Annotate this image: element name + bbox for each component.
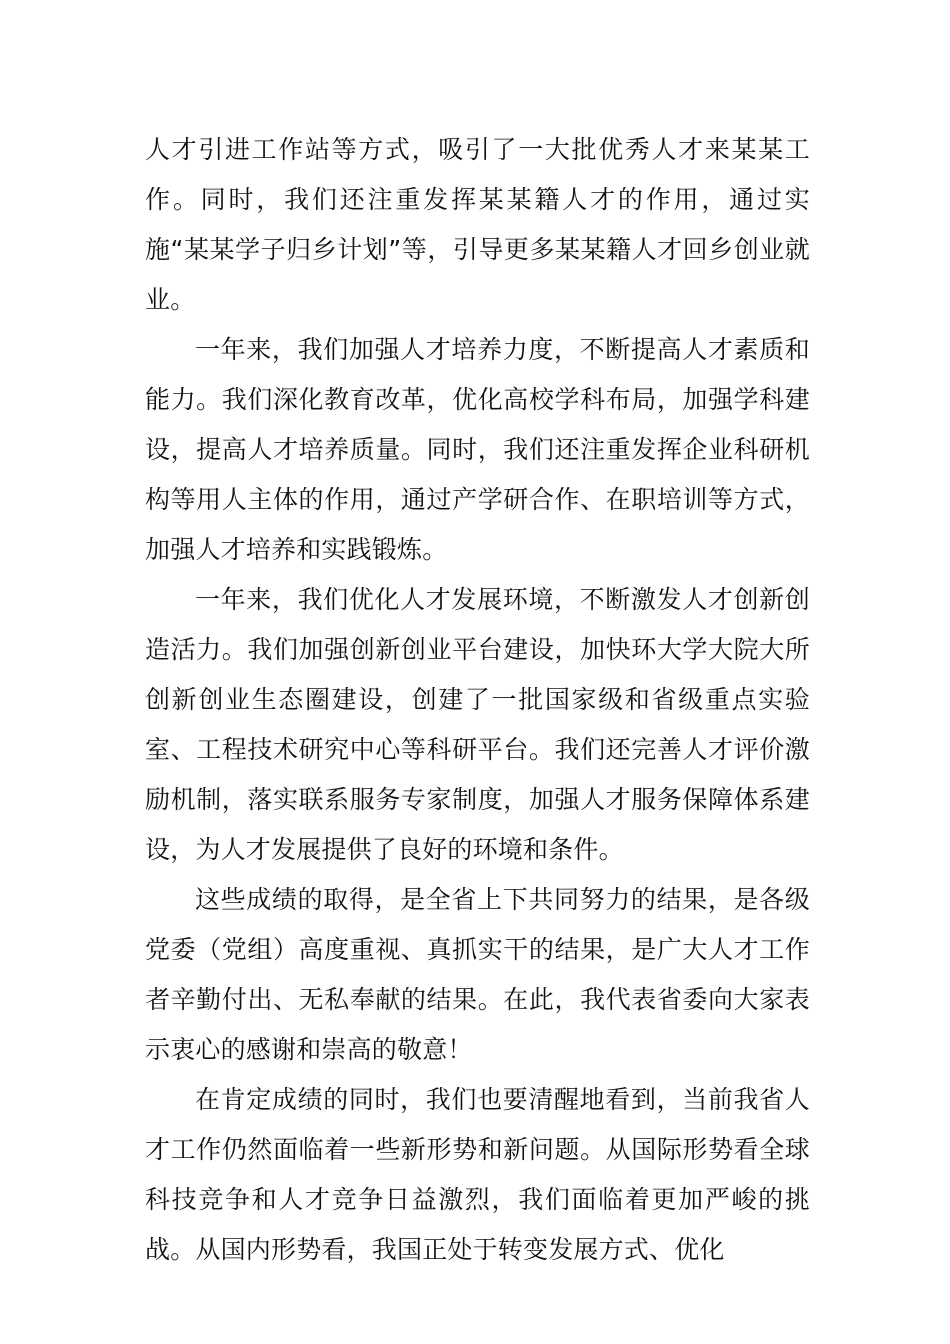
- paragraph-talent-training: 一年来，我们加强人才培养力度，不断提高人才素质和能力。我们深化教育改革，优化高校学科布局，加强学科建设，提高人才培养质量。同时，我们还注重发挥企业科研机构等用人主体的作用，通过产学研合作、在职培训等方式，加强人才培养和实践锻炼。: [145, 335, 810, 564]
- paragraph-achievements-thanks: 这些成绩的取得，是全省上下共同努力的结果，是各级党委（党组）高度重视、真抓实干的结果，是广大人才工作者辛勤付出、无私奉献的结果。在此，我代表省委向大家表示衷心的感谢和崇高的敬意！: [145, 885, 810, 1064]
- paragraph-new-challenges: 在肯定成绩的同时，我们也要清醒地看到，当前我省人才工作仍然面临着一些新形势和新问题。从国际形势看全球科技竞争和人才竞争日益激烈，我们面临着更加严峻的挑战。从国内形势看，我国正处于转变发展方式、优化: [145, 1085, 810, 1264]
- paragraph-continuation: 人才引进工作站等方式，吸引了一大批优秀人才来某某工作。同时，我们还注重发挥某某籍人才的作用，通过实施“某某学子归乡计划”等，引导更多某某籍人才回乡创业就业。: [145, 135, 810, 314]
- paragraph-development-environment: 一年来，我们优化人才发展环境，不断激发人才创新创造活力。我们加强创新创业平台建设，加快环大学大院大所创新创业生态圈建设，创建了一批国家级和省级重点实验室、工程技术研究中心等科研平台。我们还完善人才评价激励机制，落实联系服务专家制度，加强人才服务保障体系建设，为人才发展提供了良好的环境和条件。: [145, 585, 810, 864]
- document-body: [145, 125, 810, 1275]
